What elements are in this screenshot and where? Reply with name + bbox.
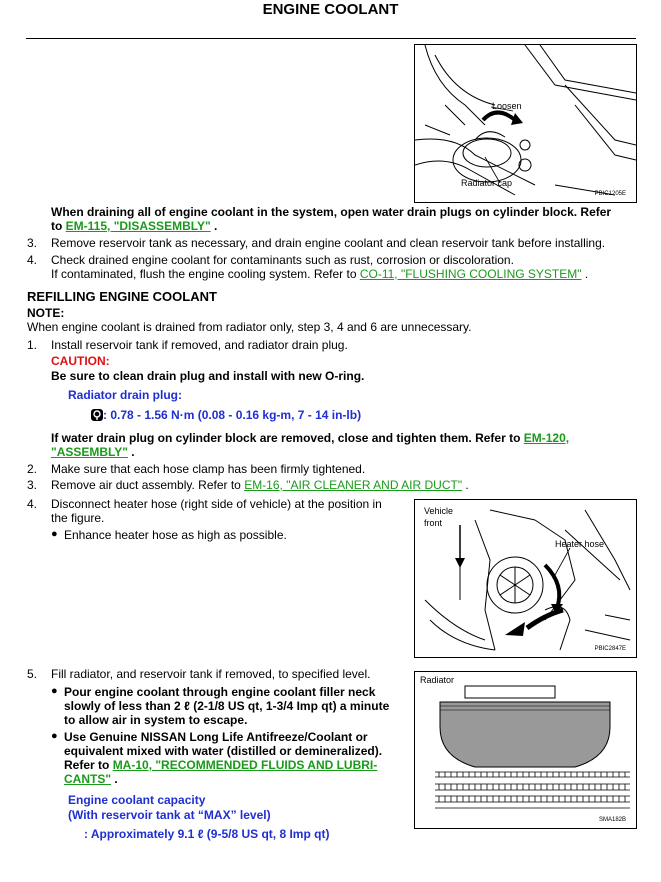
water-plug-line2: "ASSEMBLY" .: [51, 445, 135, 459]
step-4-line1: Check drained engine coolant for contaminants such as rust, corrosion or discoloration.: [51, 253, 514, 267]
water-plug-line1: If water drain plug on cylinder block are removed, close and tighten them. Refer to EM-120,: [51, 431, 570, 445]
figure-code: SMA182B: [598, 817, 626, 823]
bullet-dot: ●: [51, 685, 58, 697]
torque-wrench-icon: [91, 409, 103, 421]
link-em16[interactable]: EM-16, "AIR CLEANER AND AIR DUCT": [244, 478, 463, 492]
capacity-condition: (With reservoir tank at “MAX” level): [68, 808, 271, 822]
drain-plug-label: Radiator drain plug:: [68, 388, 182, 402]
bullet-2-line4: CANTS" .: [64, 772, 118, 786]
vehicle-front-label: Vehicle front: [424, 506, 454, 528]
step-4-number: 4.: [27, 253, 38, 267]
refill-step-4-bullet: Enhance heater hose as high as possible.: [64, 528, 287, 542]
figure-code: PBIC1205E: [594, 191, 626, 197]
drain-step-line1: When draining all of engine coolant in the system, open water drain plugs on cylinder block. Refer: [51, 205, 612, 219]
refill-heading: REFILLING ENGINE COOLANT: [27, 289, 217, 304]
heater-hose-label: Heater hose: [555, 539, 605, 549]
note-text: When engine coolant is drained from radiator only, step 3, 4 and 6 are unnecessary.: [27, 320, 472, 334]
link-ma10[interactable]: MA-10, "RECOMMENDED FLUIDS AND LUBRI-: [112, 758, 378, 772]
figure-radiator-cap: [414, 44, 637, 203]
refill-step-5-number: 5.: [27, 667, 38, 681]
bullet-1-line2: slowly of less than 2 ℓ (2-1/8 US qt, 1-3/4 Imp qt) a minute: [64, 699, 390, 713]
capacity-value: : Approximately 9.1 ℓ (9-5/8 US qt, 8 Imp qt): [84, 827, 330, 841]
title-rule: [26, 38, 636, 39]
link-cants[interactable]: CANTS": [64, 772, 112, 786]
drain-step-line2: to EM-115, "DISASSEMBLY" .: [51, 219, 218, 233]
caution-text: Be sure to clean drain plug and install with new O-ring.: [51, 369, 365, 383]
radiator-cap-illustration: [415, 45, 636, 202]
refill-step-1-text: Install reservoir tank if removed, and radiator drain plug.: [51, 338, 348, 352]
refill-step-5-text: Fill radiator, and reservoir tank if removed, to specified level.: [51, 667, 371, 681]
refill-step-1-number: 1.: [27, 338, 38, 352]
step-3-number: 3.: [27, 236, 38, 250]
radiator-illustration: [415, 672, 636, 828]
bullet-dot: ●: [51, 528, 58, 540]
capacity-label: Engine coolant capacity: [68, 793, 206, 807]
heater-hose-illustration: [415, 500, 636, 657]
torque-spec: : 0.78 - 1.56 N·m (0.08 - 0.16 kg-m, 7 - 14 in-lb): [91, 408, 361, 422]
bullet-2-line2: equivalent mixed with water (distilled or demineralized).: [64, 744, 383, 758]
bullet-2-line3: Refer to MA-10, "RECOMMENDED FLUIDS AND LUBRI-: [64, 758, 378, 772]
link-em115[interactable]: EM-115, "DISASSEMBLY": [65, 219, 211, 233]
bullet-1-line1: Pour engine coolant through engine coolant filler neck: [64, 685, 376, 699]
step-4-line2: If contaminated, flush the engine cooling system. Refer to CO-11, "FLUSHING COOLING SYSTEM" .: [51, 267, 589, 281]
step-3-text: Remove reservoir tank as necessary, and drain engine coolant and clean reservoir tank before installing.: [51, 236, 606, 250]
refill-step-4-line1: Disconnect heater hose (right side of vehicle) at the position in: [51, 497, 382, 511]
link-em120[interactable]: EM-120,: [523, 431, 570, 445]
loosen-label: Loosen: [492, 101, 522, 111]
figure-radiator: [414, 671, 637, 829]
bullet-2-line1: Use Genuine NISSAN Long Life Antifreeze/Coolant or: [64, 730, 368, 744]
refill-step-2-text: Make sure that each hose clamp has been firmly tightened.: [51, 462, 366, 476]
page-title: ENGINE COOLANT: [262, 1, 399, 18]
refill-step-3-text: Remove air duct assembly. Refer to EM-16, "AIR CLEANER AND AIR DUCT" .: [51, 478, 469, 492]
bullet-dot: ●: [51, 730, 58, 742]
figure-code: PBIC2847E: [594, 646, 626, 652]
caution-label: CAUTION:: [51, 354, 110, 368]
radiator-label: Radiator: [420, 675, 455, 685]
figure-heater-hose: [414, 499, 637, 658]
refill-step-4-line2: the figure.: [51, 511, 105, 525]
radiator-cap-label: Radiator cap: [461, 178, 513, 188]
refill-step-4-number: 4.: [27, 497, 38, 511]
link-assembly[interactable]: "ASSEMBLY": [51, 445, 128, 459]
bullet-1-line3: to allow air in system to escape.: [64, 713, 248, 727]
refill-step-2-number: 2.: [27, 462, 38, 476]
link-co11[interactable]: CO-11, "FLUSHING COOLING SYSTEM": [359, 267, 582, 281]
refill-step-3-number: 3.: [27, 478, 38, 492]
note-label: NOTE:: [27, 306, 65, 320]
